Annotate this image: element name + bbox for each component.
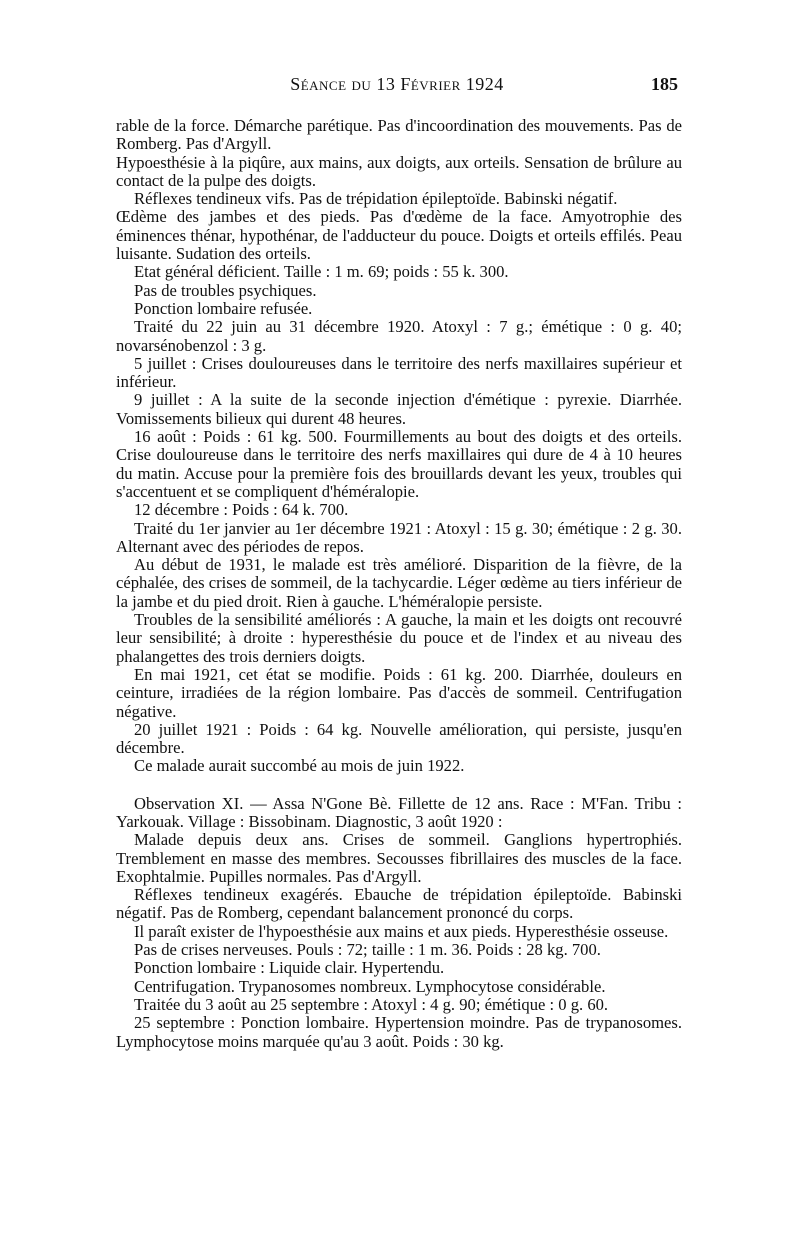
paragraph: 5 juillet : Crises douloureuses dans le territoire des nerfs maxillaires supérieur et inférieur. (116, 353, 682, 392)
paragraph: Œdème des jambes et des pieds. Pas d'œdème de la face. Amyotrophie des éminences thénar, hypothénar, de l'adducteur du pouce. Doigts et orteils effilés. Peau luisante. Sudation des orteils. (116, 207, 682, 264)
paragraph: Il paraît exister de l'hypoesthésie aux mains et aux pieds. Hyperesthésie osseuse. (134, 921, 669, 941)
section-gap (116, 776, 682, 795)
paragraph: Traitée du 3 août au 25 septembre : Atoxyl : 4 g. 90; émétique : 0 g. 60. (134, 994, 609, 1014)
paragraph: 9 juillet : A la suite de la seconde injection d'émétique : pyrexie. Diarrhée. Vomissements bilieux qui durent 48 heures. (116, 390, 682, 428)
paragraph: Centrifugation. Trypanosomes nombreux. Lymphocytose considérable. (134, 976, 606, 996)
paragraph: 20 juillet 1921 : Poids : 64 kg. Nouvelle amélioration, qui persiste, jusqu'en décembre. (116, 719, 682, 758)
body-text (116, 117, 682, 1051)
paragraph: Réflexes tendineux vifs. Pas de trépidation épileptoïde. Babinski négatif. (134, 189, 618, 209)
paragraph: Hypoesthésie à la piqûre, aux mains, aux doigts, aux orteils. Sensation de brûlure au contact de la pulpe des doigts. (116, 152, 682, 190)
observation-heading: Observation XI. — Assa N'Gone Bè. Fillette de 12 ans. Race : M'Fan. Tribu : Yarkouak. Village : Bissobinam. Diagnostic, 3 août 1920 : (116, 793, 682, 831)
case-paragraphs (116, 117, 682, 776)
running-title: Séance du 13 Février 1924 (290, 74, 504, 94)
paragraph: Au début de 1931, le malade est très amélioré. Disparition de la fièvre, de la céphalée, des crises de sommeil, de la tachycardie. Léger œdème au tiers inférieur de la jambe et du pied droit. Rien à gauche. L'héméralopie persiste. (116, 555, 682, 611)
paragraph: 12 décembre : Poids : 64 k. 700. (134, 500, 349, 520)
paragraph: rable de la force. Démarche parétique. Pas d'incoordination des mouvements. Pas de Romberg. Pas d'Argyll. (116, 116, 682, 154)
page-header (116, 74, 678, 100)
paragraph: Réflexes tendineux exagérés. Ebauche de trépidation épileptoïde. Babinski négatif. Pas de Romberg, cependant balancement prononcé du corps. (116, 885, 682, 923)
paragraph: En mai 1921, cet état se modifie. Poids : 61 kg. 200. Diarrhée, douleurs en ceinture, irradiées de la région lombaire. Pas d'accès de sommeil. Centrifugation négative. (116, 664, 682, 721)
paragraph: Etat général déficient. Taille : 1 m. 69; poids : 55 k. 300. (134, 262, 509, 282)
paragraph: Traité du 22 juin au 31 décembre 1920. Atoxyl : 7 g.; émétique : 0 g. 40; novarsénobenzol : 3 g. (116, 317, 682, 355)
paragraph: Ponction lombaire refusée. (134, 298, 313, 318)
page-number: 185 (651, 74, 678, 94)
paragraph: Troubles de la sensibilité améliorés : A gauche, la main et les doigts ont recouvré leur sensibilité; à droite : hyperesthésie du pouce et de l'index et au niveau des phalangettes des trois derniers doigts. (116, 610, 682, 666)
paragraph: 16 août : Poids : 61 kg. 500. Fourmillements au bout des doigts et des orteils. Crise douloureuse dans le territoire des nerfs maxillaires qui dure de 4 à 10 heures du matin. Accuse pour la première fois des brouillards devant les yeux, troubles qui s'accentuent et se compliquent d'héméralopie. (116, 427, 682, 501)
paragraph: 25 septembre : Ponction lombaire. Hypertension moindre. Pas de trypanosomes. Lymphocytose moins marquée qu'au 3 août. Poids : 30 kg. (116, 1013, 682, 1051)
observation-xi (116, 795, 682, 1051)
paragraph: Traité du 1er janvier au 1er décembre 1921 : Atoxyl : 15 g. 30; émétique : 2 g. 30. Alternant avec des périodes de repos. (116, 518, 682, 556)
paragraph: Ce malade aurait succombé au mois de juin 1922. (134, 756, 465, 776)
paragraph: Pas de troubles psychiques. (134, 280, 317, 300)
paragraph: Malade depuis deux ans. Crises de sommeil. Ganglions hypertrophiés. Tremblement en masse des membres. Secousses fibrillaires des muscles de la face. Exophtalmie. Pupilles normales. Pas d'Argyll. (116, 830, 682, 886)
paragraph: Pas de crises nerveuses. Pouls : 72; taille : 1 m. 36. Poids : 28 kg. 700. (134, 940, 601, 960)
paragraph: Ponction lombaire : Liquide clair. Hypertendu. (134, 958, 445, 978)
